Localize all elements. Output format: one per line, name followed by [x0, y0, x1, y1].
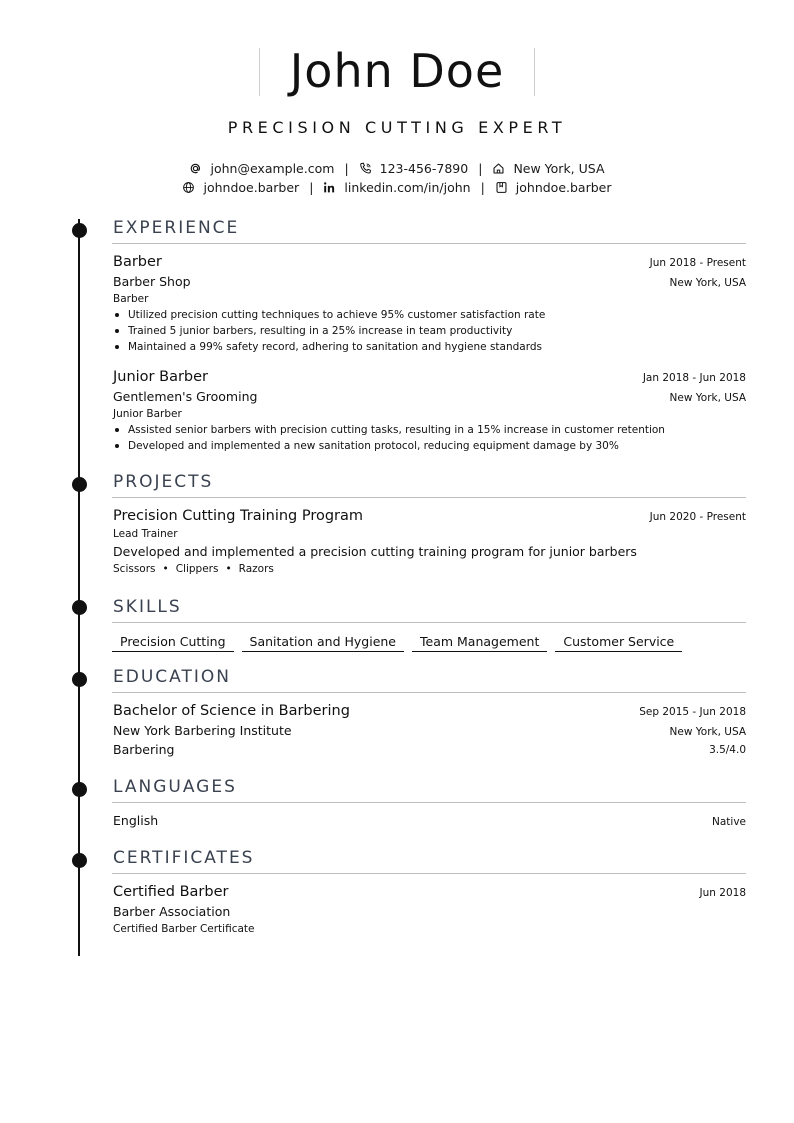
- timeline-line: [78, 219, 80, 956]
- education-dates: Sep 2015 - Jun 2018: [639, 706, 746, 718]
- section-heading-certificates: CERTIFICATES: [112, 848, 746, 874]
- project-role: Lead Trainer: [113, 528, 178, 540]
- linkedin-icon: [323, 181, 336, 194]
- field-of-study: Barbering: [113, 742, 175, 757]
- project-title: Precision Cutting Training Program: [113, 508, 364, 524]
- candidate-name: John Doe: [259, 48, 536, 96]
- timeline-dot-experience: [72, 223, 87, 238]
- contact-separator: |: [309, 180, 314, 195]
- at-icon: [189, 162, 202, 175]
- candidate-title: PRECISION CUTTING EXPERT: [227, 118, 567, 137]
- job-dates: Jan 2018 - Jun 2018: [642, 372, 746, 384]
- project-description: Developed and implemented a precision cutting training program for junior barbers: [113, 544, 637, 559]
- certificate-issuer: Barber Association: [113, 904, 231, 919]
- gpa-value: 3.5/4.0: [709, 744, 746, 756]
- contact-row-2: [0, 178, 794, 197]
- certificate-name: Certified Barber: [113, 884, 229, 900]
- timeline-dot-education: [72, 672, 87, 687]
- contact-website[interactable]: johndoe.barber: [182, 180, 299, 195]
- project-tool: Scissors: [113, 563, 156, 575]
- company-name: Barber Shop: [113, 274, 191, 289]
- project-tool: Clippers: [175, 563, 219, 575]
- skill-tag: Customer Service: [555, 634, 682, 652]
- resume-header: [0, 0, 794, 200]
- timeline-dot-languages: [72, 782, 87, 797]
- contact-location: New York, USA: [492, 161, 604, 176]
- timeline-dot-projects: [72, 477, 87, 492]
- school-location: New York, USA: [669, 726, 746, 738]
- section-heading-languages: LANGUAGES: [112, 777, 746, 803]
- phone-icon: [359, 162, 372, 175]
- section-heading-projects: PROJECTS: [112, 472, 746, 498]
- timeline-dot-certificates: [72, 853, 87, 868]
- language-name: English: [113, 813, 159, 828]
- degree-name: Bachelor of Science in Barbering: [113, 703, 350, 719]
- contact-separator: |: [478, 161, 483, 176]
- section-heading-education: EDUCATION: [112, 667, 746, 693]
- job-location: New York, USA: [669, 277, 746, 289]
- company-name: Gentlemen's Grooming: [113, 389, 258, 404]
- contact-portfolio[interactable]: johndoe.barber: [495, 180, 612, 195]
- job-location: New York, USA: [669, 392, 746, 404]
- portfolio-icon: [495, 181, 508, 194]
- language-level: Native: [712, 816, 746, 828]
- skill-tag: Team Management: [412, 634, 547, 652]
- skill-tag: Precision Cutting: [112, 634, 234, 652]
- contact-email[interactable]: john@example.com: [189, 161, 334, 176]
- section-heading-experience: EXPERIENCE: [112, 218, 746, 244]
- skills-list: [112, 631, 746, 649]
- contact-separator: |: [480, 180, 485, 195]
- school-name: New York Barbering Institute: [113, 723, 292, 738]
- timeline-dot-skills: [72, 600, 87, 615]
- project-tool: Razors: [238, 563, 274, 575]
- certificate-detail: Certified Barber Certificate: [113, 923, 255, 935]
- section-heading-skills: SKILLS: [112, 597, 746, 623]
- job-role: Barber: [113, 293, 149, 305]
- job-role: Junior Barber: [113, 408, 182, 420]
- contact-row-1: [0, 159, 794, 178]
- project-tools: Scissors • Clippers • Razors: [113, 563, 274, 575]
- home-icon: [492, 162, 505, 175]
- contact-phone[interactable]: 123-456-7890: [359, 161, 469, 176]
- project-dates: Jun 2020 - Present: [649, 511, 746, 523]
- job-title: Barber: [113, 254, 162, 270]
- certificate-date: Jun 2018: [699, 887, 746, 899]
- contact-separator: |: [344, 161, 349, 176]
- job-title: Junior Barber: [113, 369, 209, 385]
- job-dates: Jun 2018 - Present: [649, 257, 746, 269]
- contact-linkedin[interactable]: linkedin.com/in/john: [323, 180, 470, 195]
- skill-tag: Sanitation and Hygiene: [242, 634, 404, 652]
- globe-icon: [182, 181, 195, 194]
